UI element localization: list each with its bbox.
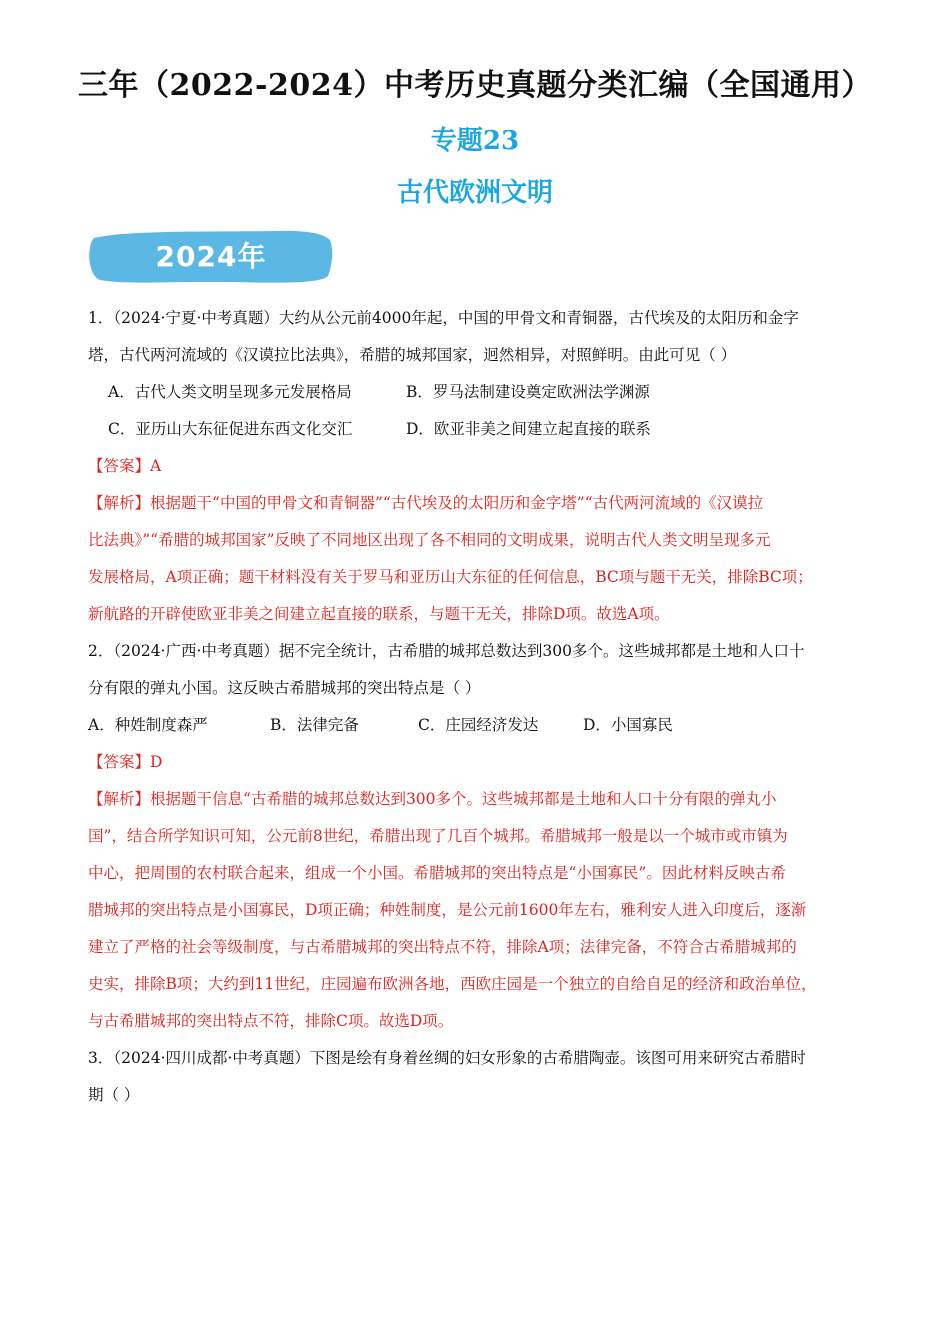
answer-line bbox=[88, 448, 878, 485]
year-label: 2024年 bbox=[155, 240, 267, 273]
analysis-line: 国”，结合所学知识可知，公元前8世纪，希腊出现了几百个城邦。希腊城邦一般是以一个城市或市镇为 bbox=[88, 827, 788, 845]
year-badge bbox=[88, 228, 334, 286]
answer-tag: 【答案】 bbox=[88, 457, 151, 475]
topic-subtitle: 古代欧洲文明 bbox=[396, 178, 553, 208]
question-3 bbox=[88, 1040, 878, 1114]
option-row bbox=[88, 411, 878, 448]
answer-tag: 【答案】 bbox=[88, 753, 151, 771]
analysis-line: 发展格局，A项正确；题干材料没有关于罗马和亚历山大东征的任何信息，BC项与题干无关，排除BC项； bbox=[88, 568, 813, 586]
analysis-tag: 【解析】 bbox=[88, 790, 151, 808]
question-stem-line: 期（ ） bbox=[88, 1086, 140, 1104]
question-1 bbox=[88, 300, 878, 633]
question-stem-line: 塔，古代两河流域的《汉谟拉比法典》，希腊的城邦国家，迥然相异，对照鲜明。由此可见（ ） bbox=[88, 346, 737, 364]
option-d: D．欧亚非美之间建立起直接的联系 bbox=[406, 420, 651, 438]
option-b: B．法律完备 bbox=[270, 716, 359, 734]
answer-line bbox=[88, 744, 878, 781]
option-c: C．庄园经济发达 bbox=[418, 716, 539, 734]
option-d: D．小国寡民 bbox=[583, 716, 673, 734]
analysis-line: 根据题干信息“古希腊的城邦总数达到300多个。这些城邦都是土地和人口十分有限的弹丸小 bbox=[150, 790, 777, 808]
analysis-tag: 【解析】 bbox=[88, 494, 151, 512]
option-b: B．罗马法制建设奠定欧洲法学渊源 bbox=[406, 383, 650, 401]
analysis-line: 建立了严格的社会等级制度，与古希腊城邦的突出特点不符，排除A项；法律完备，不符合古希腊城邦的 bbox=[88, 938, 797, 956]
question-2 bbox=[88, 633, 878, 1040]
analysis-line: 与古希腊城邦的突出特点不符，排除C项。故选D项。 bbox=[88, 1012, 454, 1030]
analysis-line: 比法典》”“希腊的城邦国家”反映了不同地区出现了各不相同的文明成果，说明古代人类文明呈现多元 bbox=[88, 531, 771, 549]
analysis-line: 史实，排除B项；大约到11世纪，庄园遍布欧洲各地，西欧庄园是一个独立的自给自足的经济和政治单位， bbox=[88, 975, 817, 993]
option-row bbox=[88, 374, 878, 411]
document-title: 三年（2022-2024）中考历史真题分类汇编（全国通用） bbox=[78, 68, 872, 103]
question-stem-line: 1．（2024·宁夏·中考真题）大约从公元前4000年起，中国的甲骨文和青铜器，古代埃及的太阳历和金字 bbox=[88, 309, 799, 327]
analysis-line: 腊城邦的突出特点是小国寡民，D项正确；种姓制度，是公元前1600年左右，雅利安人进入印度后，逐渐 bbox=[88, 901, 807, 919]
question-list bbox=[88, 300, 878, 1114]
question-stem-line: 2．（2024·广西·中考真题）据不完全统计，古希腊的城邦总数达到300多个。这些城邦都是土地和人口十 bbox=[88, 642, 805, 660]
option-a: A．古代人类文明呈现多元发展格局 bbox=[108, 383, 352, 401]
option-c: C．亚历山大东征促进东西文化交汇 bbox=[108, 420, 353, 438]
topic-number: 专题23 bbox=[430, 126, 520, 156]
option-a: A．种姓制度森严 bbox=[88, 716, 208, 734]
question-stem-line: 分有限的弹丸小国。这反映古希腊城邦的突出特点是（ ） bbox=[88, 679, 481, 697]
analysis-block bbox=[88, 781, 878, 1040]
analysis-line: 中心，把周围的农村联合起来，组成一个小国。希腊城邦的突出特点是“小国寡民”。因此材料反映古希 bbox=[88, 864, 786, 882]
analysis-line: 新航路的开辟使欧亚非美之间建立起直接的联系，与题干无关，排除D项。故选A项。 bbox=[88, 605, 670, 623]
option-row bbox=[88, 707, 878, 744]
answer-value: A bbox=[150, 457, 162, 475]
analysis-line: 根据题干“中国的甲骨文和青铜器”“古代埃及的太阳历和金字塔”“古代两河流域的《汉谟拉 bbox=[150, 494, 764, 512]
question-stem-line: 3．（2024·四川成都·中考真题）下图是绘有身着丝绸的妇女形象的古希腊陶壶。该图可用来研究古希腊时 bbox=[88, 1049, 806, 1067]
analysis-block bbox=[88, 485, 878, 633]
answer-value: D bbox=[150, 753, 163, 771]
